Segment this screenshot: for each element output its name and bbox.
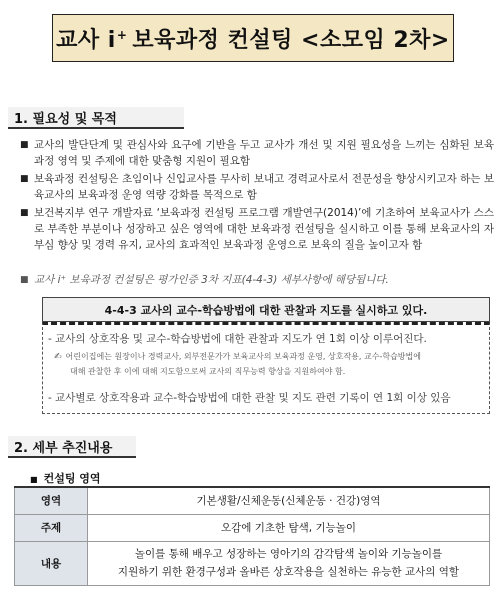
note-line: 대해 관찰한 후 이에 대해 지도함으로써 교사의 직무능력 향상을 지원하여야 함.: [70, 367, 346, 376]
square-bullet-icon: ■: [20, 275, 29, 285]
table-value: 기본생활/신체운동(신체운동 · 건강)영역: [88, 487, 490, 514]
table-label: 주제: [15, 514, 88, 541]
note-text: 어린이집에는 원장이나 경력교사, 외부전문가가 보육교사의 보육과정 운영, 상호작용, 교수-학습방법에: [65, 352, 421, 361]
page-title: [52, 14, 454, 62]
indicator-title: 4-4-3 교사의 교수-학습방법에 대한 관찰과 지도를 실시하고 있다.: [104, 303, 428, 317]
bullet-text: 교사 i⁺ 보육과정 컨설팅은 평가인증 3차 지표(4-4-3) 세부사항에 해당됩니다.: [34, 274, 389, 286]
square-bullet-icon: ■: [20, 208, 29, 218]
bullet-item: [20, 205, 494, 253]
bullet-item: [20, 171, 494, 203]
section2-heading: [8, 436, 136, 458]
consulting-table: [14, 486, 490, 586]
title-sup: +: [116, 28, 128, 42]
table-value: [88, 541, 490, 585]
bullet-item-italic: [20, 272, 494, 288]
subsection-heading-text: 컨설팅 영역: [43, 472, 101, 485]
square-bullet-icon: ■: [30, 475, 38, 484]
bullet-text: 보건복지부 연구 개발자료 ‘보육과정 컨설팅 프로그램 개발연구(2014)’에 기초하여 보육교사가 스스로 부족한 부분이나 성장하고 싶은 영역에 대한 보육과정 컨설팅을 실시하고 이를 통해 보육교사의 자부심 향상 및 경력 유지, 교사의 효과적인 보육과정 운영으로 보육의 질을 높이고자 함: [34, 207, 494, 251]
table-row: [15, 514, 490, 541]
table-value: 오감에 기초한 탐색, 기능놀이: [88, 514, 490, 541]
subsection-heading: [30, 470, 101, 486]
detail-line: - 교사의 상호작용 및 교수-학습방법에 대한 관찰과 지도가 연 1회 이상 이루어진다.: [48, 333, 427, 345]
table-label: 영역: [15, 487, 88, 514]
pencil-icon: ✍: [54, 352, 62, 362]
bullet-text: 보육과정 컨설팅은 초임이나 신입교사를 무사히 보내고 경력교사로서 전문성을 향상시키고자 하는 보육교사의 보육과정 운영 역량 강화를 목적으로 함: [34, 173, 494, 201]
section1-heading: [8, 107, 184, 129]
table-label: 내용: [15, 541, 88, 585]
bullet-item: [20, 137, 494, 169]
indicator-box: [42, 297, 490, 322]
table-value-line: 지원하기 위한 환경구성과 올바른 상호작용을 실천하는 유능한 교사의 역할: [117, 566, 460, 578]
detail-line: - 교사별로 상호작용과 교수-학습방법에 대한 관찰 및 지도 관련 기록이 연 1회 이상 있음: [48, 392, 451, 404]
bullet-text: 교사의 발단단계 및 관심사와 요구에 기반을 두고 교사가 개선 및 지원 필요성을 느끼는 심화된 보육과정 영역 및 주제에 대한 맞춤형 지원이 필요함: [34, 139, 494, 167]
note-line: [54, 351, 421, 362]
section1-heading-text: 1. 필요성 및 목적: [14, 111, 117, 127]
title-rest: 보육과정 컨설팅 <소모임 2차>: [132, 27, 450, 53]
title-main: 교사 i: [56, 27, 116, 53]
table-row: [15, 541, 490, 585]
section2-heading-text: 2. 세부 추진내용: [14, 440, 113, 456]
table-value-line: 놀이를 통해 배우고 성장하는 영아기의 감각탐색 놀이와 기능놀이를: [134, 548, 443, 560]
square-bullet-icon: ■: [20, 140, 29, 150]
table-row: [15, 487, 490, 514]
square-bullet-icon: ■: [20, 174, 29, 184]
